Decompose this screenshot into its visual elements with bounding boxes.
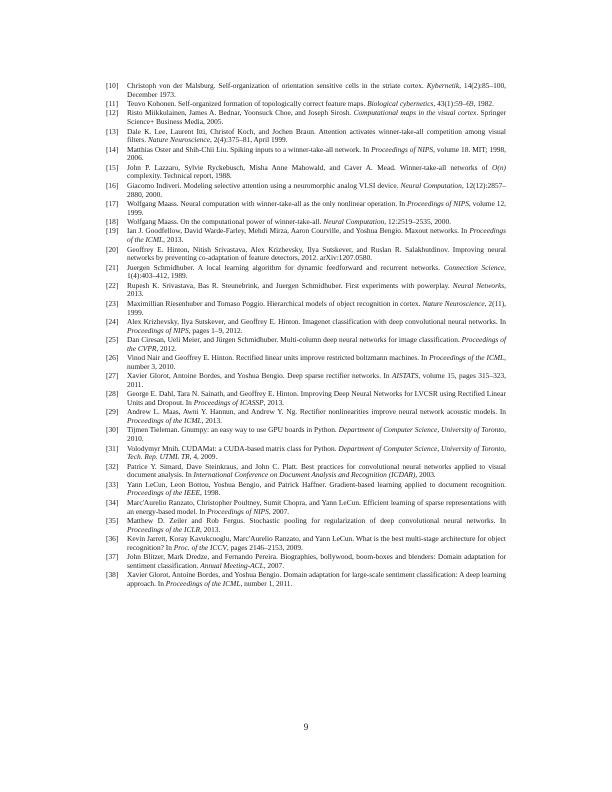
reference-segment: Risto Miikkulainen, James A. Bednar, Yoonsuck Choe, and Joseph Sirosh. (127, 108, 354, 118)
reference-text (127, 426, 506, 443)
reference-segment: , 12:2519–2535, 2000. (384, 217, 451, 227)
reference-number: [10] (106, 81, 119, 90)
reference-text (127, 336, 506, 353)
reference-segment: , 2013. (263, 397, 284, 407)
reference-entry (106, 264, 506, 281)
reference-venue: Proc. of the ICCV (173, 542, 227, 552)
reference-segment: Dan Ciresan, Ueli Meier, and Jürgen Schmidhuber. Multi-column deep neural networks for image classification. (127, 335, 462, 344)
reference-text (127, 164, 506, 181)
reference-text (127, 200, 506, 217)
reference-segment: , 12(12):2857–2880, 2000. (127, 180, 506, 199)
reference-text (127, 300, 506, 317)
reference-number: [25] (106, 335, 119, 344)
reference-venue: Proceedings of the ICML (429, 353, 505, 363)
reference-text (127, 146, 506, 163)
reference-entry (106, 182, 506, 199)
reference-segment: , 2007. (263, 560, 285, 570)
reference-entry (106, 354, 506, 371)
reference-segment: , 2003. (415, 470, 436, 480)
reference-segment: , volume 15, pages 315–323, 2011. (127, 371, 506, 389)
reference-text (127, 553, 506, 570)
reference-number: [26] (106, 353, 119, 363)
reference-segment: John P. Lazzaro, Sylvie Ryckebusch, Misha Anne Mahowald, and Caver A. Mead. Winner-take-all networks of (127, 162, 493, 172)
reference-entry (106, 499, 506, 516)
reference-number: [18] (106, 217, 119, 227)
reference-segment: Christoph von der Malsburg. Self-organization of orientation sensitive cells in the striate cortex. (127, 81, 427, 90)
reference-entry (106, 282, 506, 299)
reference-number: [27] (106, 371, 119, 381)
reference-entry (106, 82, 506, 99)
reference-segment: , 43(1):59–69, 1982. (433, 99, 494, 109)
reference-segment: , number 3, 2010. (127, 353, 506, 371)
reference-segment: Tijmen Tieleman. Gnumpy: an easy way to use GPU boards in Python. (127, 425, 339, 435)
reference-venue: Proceedings of NIPS (371, 144, 434, 154)
reference-entry (106, 445, 506, 462)
reference-segment: , 2013. (127, 280, 506, 299)
reference-entry (106, 128, 506, 145)
reference-number: [12] (106, 108, 119, 118)
reference-segment: , 2007. (268, 506, 290, 516)
reference-number: [36] (106, 534, 119, 544)
reference-number: [32] (106, 461, 119, 471)
reference-venue: Neural Computation (323, 217, 385, 227)
reference-venue: Proceedings of NIPS (207, 506, 269, 516)
reference-text (127, 109, 506, 126)
reference-segment: Xavier Glorot, Antoine Bordes, and Yoshua Bengio. Deep sparse rectifier networks. In (127, 371, 393, 381)
reference-segment: Teuvo Kohonen. Self-organized formation of topologically correct feature maps. (127, 99, 368, 109)
reference-venue: Proceedings of the IEEE (127, 488, 200, 498)
reference-segment: , number 1, 2011. (240, 578, 293, 588)
reference-text (127, 390, 506, 407)
reference-venue: Neural Computation (400, 180, 462, 190)
reference-entry (106, 164, 506, 181)
reference-segment: , 2(4):375–81, April 1999. (210, 135, 288, 145)
reference-venue: Department of Computer Science, University of Toronto, Tech. Rep. UTML TR (127, 443, 506, 462)
reference-segment: Marc'Aurelio Ranzato, Christopher Poultney, Sumit Chopra, and Yann LeCun. Efficient learning of sparse representations with an energy-based model. In (127, 497, 506, 516)
reference-text (127, 264, 506, 281)
reference-venue: Department of Computer Science, University of Toronto (338, 425, 505, 435)
reference-entry (106, 408, 506, 425)
reference-entry (106, 218, 506, 227)
reference-segment: , 1(4):403–412, 1989. (127, 262, 506, 281)
reference-entry (106, 372, 506, 389)
reference-text (127, 182, 506, 199)
reference-number: [14] (106, 144, 119, 154)
reference-segment: , 1998. (200, 488, 221, 498)
reference-venue: Kybernetik (426, 81, 460, 90)
reference-venue: Proceedings of the ICML (127, 226, 506, 245)
reference-number: [11] (106, 99, 119, 109)
reference-venue: Biological cybernetics (367, 99, 434, 109)
reference-segment: Xavier Glorot, Antoine Bordes, and Yoshua Bengio. Domain adaptation for large-scale sentiment classification: A deep learning approach. In (127, 570, 506, 588)
reference-number: [16] (106, 180, 119, 190)
reference-segment: Dale K. Lee, Laurent Itti, Christof Koch, and Jochen Braun. Attention activates winner-take-all competition among visual filters. (127, 126, 506, 145)
reference-segment: George E. Dahl, Tara N. Sainath, and Geoffrey E. Hinton. Improving Deep Neural Networks for LVCSR using Rectified Linear Units and Dropout. In (127, 389, 506, 407)
reference-venue: Proceedings of NIPS (407, 198, 469, 208)
reference-entry (106, 227, 506, 244)
reference-venue: Proceedings of ICASSP (193, 397, 264, 407)
reference-number: [22] (106, 280, 119, 290)
reference-text (127, 100, 506, 109)
reference-segment: Wolfgang Maass. Neural computation with winner-take-all as the only nonlinear operation. In (127, 198, 408, 208)
reference-segment: , 4, 2009. (189, 452, 218, 462)
reference-text (127, 408, 506, 425)
reference-entry (106, 481, 506, 498)
reference-segment: Rupesh K. Srivastava, Bas R. Steunebrink, and Juergen Schmidhuber. First experiments with powerplay. (127, 280, 453, 290)
reference-segment: Alex Krizhevsky, Ilya Sutskever, and Geoffrey E. Hinton. Imagenet classification with deep convolutional neural networks. In (127, 316, 506, 326)
reference-text (127, 445, 506, 462)
reference-venue: Proceedings of the ICML (165, 578, 241, 588)
reference-number: [30] (106, 425, 119, 435)
reference-segment: , 2013. (163, 235, 184, 245)
reference-number: [17] (106, 198, 119, 208)
reference-entry (106, 390, 506, 407)
reference-venue: Nature Neuroscience (147, 135, 210, 145)
reference-entry (106, 300, 506, 317)
reference-entry (106, 109, 506, 126)
reference-list (106, 82, 506, 589)
page-number: 9 (303, 722, 309, 732)
reference-segment: Matthew D. Zeiler and Rob Fergus. Stochastic pooling for regularization of deep convolutional neural networks. In (127, 515, 506, 525)
reference-segment: Vinod Nair and Geoffrey E. Hinton. Rectified linear units improve restricted boltzmann machines. In (127, 353, 430, 363)
reference-entry (106, 200, 506, 217)
reference-segment: , 2013. (200, 524, 221, 534)
reference-venue: Proceedings of the ICML (127, 416, 202, 426)
reference-segment: , pages 1–9, 2012. (188, 325, 243, 335)
reference-number: [31] (106, 443, 119, 453)
reference-text (127, 128, 506, 145)
reference-segment: , 2013. (201, 416, 222, 426)
reference-segment: Yann LeCun, Leon Bottou, Yoshua Bengio, and Patrick Haffner. Gradient-based learning applied to document recognition. (127, 479, 506, 489)
reference-text (127, 218, 506, 227)
reference-segment: . Springer Science+ Business Media, 2005. (127, 108, 506, 127)
reference-entry (106, 100, 506, 109)
reference-venue: O(n) (492, 162, 506, 172)
reference-text (127, 318, 506, 335)
reference-number: [23] (106, 298, 119, 308)
reference-entry (106, 463, 506, 480)
reference-entry (106, 571, 506, 588)
reference-text (127, 499, 506, 516)
reference-text (127, 481, 506, 498)
reference-venue: Neural Networks (452, 280, 505, 290)
reference-segment: , 2010. (127, 425, 506, 444)
reference-segment: Ian J. Goodfellow, David Warde-Farley, Mehdi Mirza, Aaron Courville, and Yoshua Bengio. Maxout networks. In (127, 226, 470, 236)
reference-venue: AISTATS (392, 371, 419, 381)
reference-segment: Maximillian Riesenhuber and Tomaso Poggio. Hierarchical models of object recognition in cortex. (127, 298, 423, 308)
reference-number: [13] (106, 126, 119, 136)
reference-venue: International Conference on Document Analysis and Recognition (ICDAR) (193, 470, 416, 480)
reference-number: [28] (106, 389, 119, 399)
reference-number: [21] (106, 262, 119, 272)
reference-segment: Giacomo Indiveri. Modeling selective attention using a neuromorphic analog VLSI device. (127, 180, 401, 190)
reference-number: [37] (106, 552, 119, 562)
reference-text (127, 282, 506, 299)
reference-text (127, 227, 506, 244)
reference-venue: Computational maps in the visual cortex (353, 108, 477, 118)
reference-segment: Kevin Jarrett, Koray Kavukcuoglu, Marc'Aurelio Ranzato, and Yann LeCun. What is the best multi-stage architecture for object recognition? In (127, 534, 506, 552)
reference-text (127, 535, 506, 552)
reference-entry (106, 553, 506, 570)
reference-segment: Andrew L. Maas, Awni Y. Hannun, and Andrew Y. Ng. Rectifier nonlinearities improve neural network acoustic models. In (127, 407, 506, 417)
reference-segment: Juergen Schmidhuber. A local learning algorithm for dynamic feedforward and recurrent networks. (127, 262, 444, 272)
reference-venue: Connection Science (443, 262, 505, 272)
reference-entry (106, 146, 506, 163)
reference-number: [34] (106, 497, 119, 507)
reference-segment: Geoffrey E. Hinton, Nitish Srivastava, Alex Krizhevsky, Ilya Sutskever, and Ruslan R. Salakhutdinov. Improving neural networks by preventing co-adaptation of feature detectors, 2012. arXiv:1207.0580. (127, 244, 506, 263)
reference-number: [20] (106, 244, 119, 254)
reference-text (127, 517, 506, 534)
reference-segment: , volume 12, 1999. (127, 198, 506, 217)
reference-number: [15] (106, 162, 119, 172)
reference-entry (106, 246, 506, 263)
reference-segment: , 2(11), 1999. (127, 298, 506, 317)
reference-text (127, 246, 506, 263)
reference-number: [33] (106, 479, 119, 489)
reference-segment: Volodymyr Mnih. CUDAMat: a CUDA-based matrix class for Python. (127, 443, 339, 453)
reference-segment: John Blitzer, Mark Dredze, and Fernando Pereira. Biographies, bollywood, boom-boxes and blenders: Domain adaptation for sentiment classification. (127, 552, 506, 570)
reference-number: [24] (106, 316, 119, 326)
reference-entry (106, 426, 506, 443)
reference-segment: , 2012. (156, 343, 177, 353)
reference-text (127, 354, 506, 371)
reference-segment: , 14(2):85–100, December 1973. (127, 81, 506, 99)
reference-segment: , pages 2146–2153, 2009. (226, 542, 303, 552)
reference-segment: , volume 18. MIT; 1998, 2006. (127, 144, 507, 163)
reference-segment: Matthias Oster and Shih-Chii Liu. Spiking inputs to a winner-take-all network. In (127, 144, 372, 154)
reference-venue: Proceedings of the CVPR (127, 335, 507, 353)
reference-entry (106, 318, 506, 335)
reference-entry (106, 535, 506, 552)
reference-venue: Proceedings of NIPS (127, 325, 189, 335)
reference-number: [35] (106, 515, 119, 525)
reference-number: [29] (106, 407, 119, 417)
reference-entry (106, 517, 506, 534)
reference-venue: Annual Meeting-ACL (200, 560, 264, 570)
reference-number: [38] (106, 570, 119, 580)
reference-text (127, 571, 506, 588)
reference-text (127, 463, 506, 480)
reference-number: [19] (106, 226, 119, 236)
reference-entry (106, 336, 506, 353)
reference-venue: Nature Neuroscience (422, 298, 485, 308)
reference-segment: Patrice Y. Simard, Dave Steinkraus, and John C. Platt. Best practices for convolutional neural networks applied to visual document analysis. In (127, 461, 506, 480)
reference-text (127, 82, 506, 99)
reference-segment: Wolfgang Maass. On the computational power of winner-take-all. (127, 217, 324, 227)
reference-venue: Proceedings of the ICLR (127, 524, 201, 534)
reference-text (127, 372, 506, 389)
reference-segment: complexity. Technical report, 1988. (127, 171, 232, 181)
